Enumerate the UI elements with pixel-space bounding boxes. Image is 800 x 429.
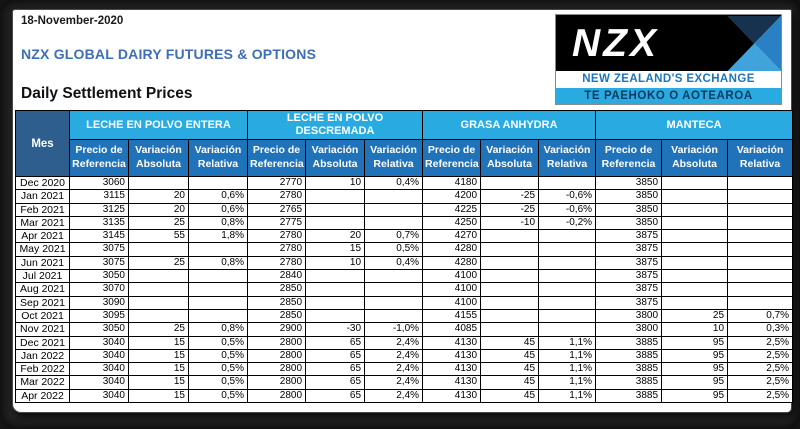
value-cell: 2780 [248, 230, 306, 243]
value-cell: 3875 [596, 243, 662, 256]
value-cell: 3050 [70, 270, 129, 283]
value-cell [728, 216, 793, 229]
value-cell: 0,5% [189, 376, 248, 389]
value-cell: 2850 [248, 296, 306, 309]
value-cell [662, 270, 728, 283]
value-cell [728, 203, 793, 216]
value-cell: 3125 [70, 203, 129, 216]
value-cell: 15 [306, 243, 365, 256]
value-cell: 2,4% [365, 376, 423, 389]
value-cell [129, 309, 189, 322]
month-cell: Aug 2021 [16, 283, 70, 296]
value-cell: 2,5% [728, 389, 793, 402]
value-cell: 2800 [248, 349, 306, 362]
value-cell: 3115 [70, 190, 129, 203]
value-cell [189, 243, 248, 256]
month-cell: Mar 2022 [16, 376, 70, 389]
value-cell: -0,6% [539, 203, 596, 216]
value-cell: 2770 [248, 177, 306, 190]
value-cell: -1,0% [365, 323, 423, 336]
value-cell [189, 270, 248, 283]
value-cell: 3875 [596, 296, 662, 309]
value-cell [306, 309, 365, 322]
value-cell: 1,1% [539, 376, 596, 389]
value-cell: 65 [306, 376, 365, 389]
value-cell: 2780 [248, 256, 306, 269]
value-cell [662, 230, 728, 243]
value-cell [129, 296, 189, 309]
report-sheet [12, 9, 792, 413]
sub-header-1-1: Variación Absoluta [306, 140, 365, 177]
sub-header-1-0: Precio de Referencia [248, 140, 306, 177]
nzx-logo-text: NZX [572, 21, 659, 65]
month-cell: Jun 2021 [16, 256, 70, 269]
value-cell: 0,7% [365, 230, 423, 243]
value-cell: -0,6% [539, 190, 596, 203]
value-cell: 4280 [423, 256, 481, 269]
logo-tagline-maori: TE PAEHOKO O AOTEAROA [555, 88, 782, 105]
value-cell: 0,5% [189, 336, 248, 349]
table-row [16, 323, 793, 336]
value-cell [662, 190, 728, 203]
value-cell: 0,3% [728, 323, 793, 336]
value-cell: 15 [129, 336, 189, 349]
value-cell: 3850 [596, 216, 662, 229]
value-cell: 2780 [248, 190, 306, 203]
sub-header-2-1: Variación Absoluta [481, 140, 539, 177]
value-cell [129, 243, 189, 256]
value-cell: 2,4% [365, 349, 423, 362]
value-cell: 2775 [248, 216, 306, 229]
value-cell [129, 283, 189, 296]
value-cell: 1,1% [539, 389, 596, 402]
value-cell: 3075 [70, 256, 129, 269]
value-cell: 2,5% [728, 336, 793, 349]
value-cell: 1,1% [539, 363, 596, 376]
value-cell [539, 270, 596, 283]
value-cell [539, 177, 596, 190]
value-cell: 20 [129, 203, 189, 216]
sub-header-3-0: Precio de Referencia [596, 140, 662, 177]
value-cell: 3095 [70, 309, 129, 322]
value-cell: 15 [129, 389, 189, 402]
sub-header-0-2: Variación Relativa [189, 140, 248, 177]
value-cell: -25 [481, 203, 539, 216]
sub-header-2-0: Precio de Referencia [423, 140, 481, 177]
value-cell: 3145 [70, 230, 129, 243]
table-row [16, 177, 793, 190]
value-cell: 4250 [423, 216, 481, 229]
value-cell: 3800 [596, 309, 662, 322]
value-cell: 95 [662, 336, 728, 349]
value-cell [306, 216, 365, 229]
table-row [16, 256, 793, 269]
value-cell: 0,5% [365, 243, 423, 256]
value-cell [539, 243, 596, 256]
value-cell: 10 [662, 323, 728, 336]
value-cell: 95 [662, 363, 728, 376]
value-cell: 15 [129, 349, 189, 362]
value-cell [481, 177, 539, 190]
value-cell: 3135 [70, 216, 129, 229]
value-cell: 3850 [596, 177, 662, 190]
value-cell: 2,4% [365, 363, 423, 376]
value-cell: 3885 [596, 389, 662, 402]
nzx-logo [555, 14, 782, 105]
value-cell: 45 [481, 363, 539, 376]
value-cell: 45 [481, 389, 539, 402]
value-cell [539, 230, 596, 243]
report-date: 18-November-2020 [21, 15, 124, 27]
value-cell: 0,8% [189, 256, 248, 269]
table-row [16, 216, 793, 229]
value-cell [306, 296, 365, 309]
value-cell: 4100 [423, 270, 481, 283]
table-row [16, 243, 793, 256]
month-cell: Dec 2021 [16, 336, 70, 349]
value-cell: 65 [306, 336, 365, 349]
value-cell: 25 [129, 323, 189, 336]
value-cell: 20 [129, 190, 189, 203]
value-cell [481, 323, 539, 336]
month-cell: Nov 2021 [16, 323, 70, 336]
value-cell [662, 243, 728, 256]
value-cell: 0,8% [189, 216, 248, 229]
value-cell [728, 270, 793, 283]
value-cell: 3885 [596, 336, 662, 349]
value-cell [189, 296, 248, 309]
month-cell: Jan 2022 [16, 349, 70, 362]
value-cell [306, 190, 365, 203]
value-cell [728, 177, 793, 190]
value-cell: 2840 [248, 270, 306, 283]
value-cell: 15 [129, 363, 189, 376]
value-cell: 95 [662, 376, 728, 389]
value-cell [728, 230, 793, 243]
sub-header-3-1: Variación Absoluta [662, 140, 728, 177]
value-cell [365, 270, 423, 283]
month-cell: May 2021 [16, 243, 70, 256]
group-header-1: LECHE EN POLVO DESCREMADA [248, 111, 423, 140]
value-cell: 0,4% [365, 256, 423, 269]
value-cell: 4130 [423, 376, 481, 389]
value-cell [365, 190, 423, 203]
value-cell: 3050 [70, 323, 129, 336]
value-cell [539, 309, 596, 322]
month-cell: Feb 2021 [16, 203, 70, 216]
value-cell: 3040 [70, 336, 129, 349]
value-cell [539, 296, 596, 309]
value-cell [365, 216, 423, 229]
value-cell: 1,1% [539, 336, 596, 349]
month-cell: Dec 2020 [16, 177, 70, 190]
value-cell: 4085 [423, 323, 481, 336]
group-header-3: MANTECA [596, 111, 793, 140]
month-cell: Oct 2021 [16, 309, 70, 322]
value-cell: 0,4% [365, 177, 423, 190]
value-cell [129, 177, 189, 190]
table-row [16, 270, 793, 283]
value-cell: 10 [306, 256, 365, 269]
value-cell: 0,8% [189, 323, 248, 336]
value-cell: 0,5% [189, 349, 248, 362]
value-cell: 2800 [248, 363, 306, 376]
value-cell: 3090 [70, 296, 129, 309]
month-cell: Mar 2021 [16, 216, 70, 229]
table-row [16, 363, 793, 376]
value-cell: 4100 [423, 296, 481, 309]
value-cell [306, 203, 365, 216]
value-cell [539, 283, 596, 296]
value-cell: 4200 [423, 190, 481, 203]
value-cell: 3070 [70, 283, 129, 296]
value-cell: 3885 [596, 349, 662, 362]
value-cell: 3040 [70, 363, 129, 376]
table-row [16, 296, 793, 309]
value-cell [189, 283, 248, 296]
value-cell: 4180 [423, 177, 481, 190]
value-cell: 0,5% [189, 363, 248, 376]
value-cell [306, 270, 365, 283]
value-cell: 2800 [248, 389, 306, 402]
value-cell [662, 216, 728, 229]
value-cell: 25 [129, 256, 189, 269]
value-cell [662, 203, 728, 216]
group-header-0: LECHE EN POLVO ENTERA [70, 111, 248, 140]
value-cell [481, 230, 539, 243]
value-cell: 15 [129, 376, 189, 389]
settlement-table-wrap [15, 110, 793, 403]
value-cell: 2900 [248, 323, 306, 336]
value-cell [662, 256, 728, 269]
value-cell: 2800 [248, 336, 306, 349]
value-cell [662, 296, 728, 309]
value-cell [728, 283, 793, 296]
value-cell: 0,6% [189, 203, 248, 216]
value-cell [365, 203, 423, 216]
value-cell: -30 [306, 323, 365, 336]
value-cell: -0,2% [539, 216, 596, 229]
logo-tagline-english: NEW ZEALAND'S EXCHANGE [555, 71, 782, 88]
month-cell: Apr 2021 [16, 230, 70, 243]
value-cell [728, 256, 793, 269]
value-cell [481, 256, 539, 269]
sub-header-3-2: Variación Relativa [728, 140, 793, 177]
value-cell [728, 190, 793, 203]
sub-header-0-1: Variación Absoluta [129, 140, 189, 177]
value-cell: 2765 [248, 203, 306, 216]
value-cell [189, 177, 248, 190]
value-cell: 3800 [596, 323, 662, 336]
table-row [16, 190, 793, 203]
value-cell [365, 309, 423, 322]
value-cell [481, 296, 539, 309]
value-cell: 2800 [248, 376, 306, 389]
value-cell [306, 283, 365, 296]
report-subtitle: Daily Settlement Prices [21, 85, 193, 102]
value-cell: 0,6% [189, 190, 248, 203]
month-cell: Apr 2022 [16, 389, 70, 402]
value-cell: 0,5% [189, 389, 248, 402]
value-cell: 3040 [70, 349, 129, 362]
value-cell [481, 283, 539, 296]
value-cell: 3850 [596, 190, 662, 203]
value-cell: 55 [129, 230, 189, 243]
value-cell: 2,5% [728, 363, 793, 376]
report-title: NZX GLOBAL DAIRY FUTURES & OPTIONS [21, 46, 317, 62]
value-cell: 65 [306, 363, 365, 376]
sub-header-2-2: Variación Relativa [539, 140, 596, 177]
sub-header-1-2: Variación Relativa [365, 140, 423, 177]
value-cell [662, 177, 728, 190]
value-cell: 4100 [423, 283, 481, 296]
value-cell: 1,1% [539, 349, 596, 362]
table-row [16, 283, 793, 296]
value-cell: 4130 [423, 389, 481, 402]
value-cell: 95 [662, 389, 728, 402]
value-cell: -25 [481, 190, 539, 203]
value-cell: 3875 [596, 256, 662, 269]
value-cell: 3075 [70, 243, 129, 256]
month-cell: Jan 2021 [16, 190, 70, 203]
table-row [16, 309, 793, 322]
value-cell [189, 309, 248, 322]
value-cell [365, 296, 423, 309]
table-row [16, 376, 793, 389]
sub-header-0-0: Precio de Referencia [70, 140, 129, 177]
value-cell [662, 283, 728, 296]
value-cell: 2850 [248, 309, 306, 322]
value-cell: 2,5% [728, 376, 793, 389]
value-cell: 4130 [423, 349, 481, 362]
value-cell: 2,5% [728, 349, 793, 362]
month-cell: Sep 2021 [16, 296, 70, 309]
value-cell: 2850 [248, 283, 306, 296]
value-cell [365, 283, 423, 296]
value-cell: 10 [306, 177, 365, 190]
value-cell: 3040 [70, 389, 129, 402]
value-cell: 4130 [423, 336, 481, 349]
settlement-table [15, 110, 793, 403]
value-cell [728, 296, 793, 309]
month-cell: Jul 2021 [16, 270, 70, 283]
table-row [16, 389, 793, 402]
value-cell: 25 [129, 216, 189, 229]
value-cell: -10 [481, 216, 539, 229]
value-cell: 4270 [423, 230, 481, 243]
month-cell: Feb 2022 [16, 363, 70, 376]
nzx-flag-icon [717, 16, 781, 71]
value-cell: 25 [662, 309, 728, 322]
value-cell: 45 [481, 376, 539, 389]
table-row [16, 349, 793, 362]
value-cell: 4155 [423, 309, 481, 322]
value-cell: 1,8% [189, 230, 248, 243]
value-cell: 45 [481, 349, 539, 362]
value-cell: 20 [306, 230, 365, 243]
nzx-logo-box [555, 14, 782, 71]
value-cell [539, 256, 596, 269]
value-cell: 3850 [596, 203, 662, 216]
value-cell [481, 309, 539, 322]
value-cell: 45 [481, 336, 539, 349]
table-row [16, 230, 793, 243]
value-cell [481, 243, 539, 256]
value-cell [481, 270, 539, 283]
value-cell: 3060 [70, 177, 129, 190]
value-cell: 95 [662, 349, 728, 362]
value-cell: 3875 [596, 270, 662, 283]
value-cell: 2,4% [365, 336, 423, 349]
value-cell: 2,4% [365, 389, 423, 402]
value-cell: 4280 [423, 243, 481, 256]
value-cell: 2780 [248, 243, 306, 256]
group-header-2: GRASA ANHYDRA [423, 111, 596, 140]
value-cell: 0,7% [728, 309, 793, 322]
value-cell: 65 [306, 389, 365, 402]
value-cell: 3875 [596, 230, 662, 243]
value-cell: 65 [306, 349, 365, 362]
value-cell [539, 323, 596, 336]
value-cell: 3885 [596, 363, 662, 376]
value-cell: 3885 [596, 376, 662, 389]
value-cell: 3040 [70, 376, 129, 389]
value-cell [728, 243, 793, 256]
table-row [16, 203, 793, 216]
table-row [16, 336, 793, 349]
value-cell [129, 270, 189, 283]
month-column-header: Mes [16, 111, 70, 177]
value-cell: 4130 [423, 363, 481, 376]
value-cell: 4225 [423, 203, 481, 216]
value-cell: 3875 [596, 283, 662, 296]
